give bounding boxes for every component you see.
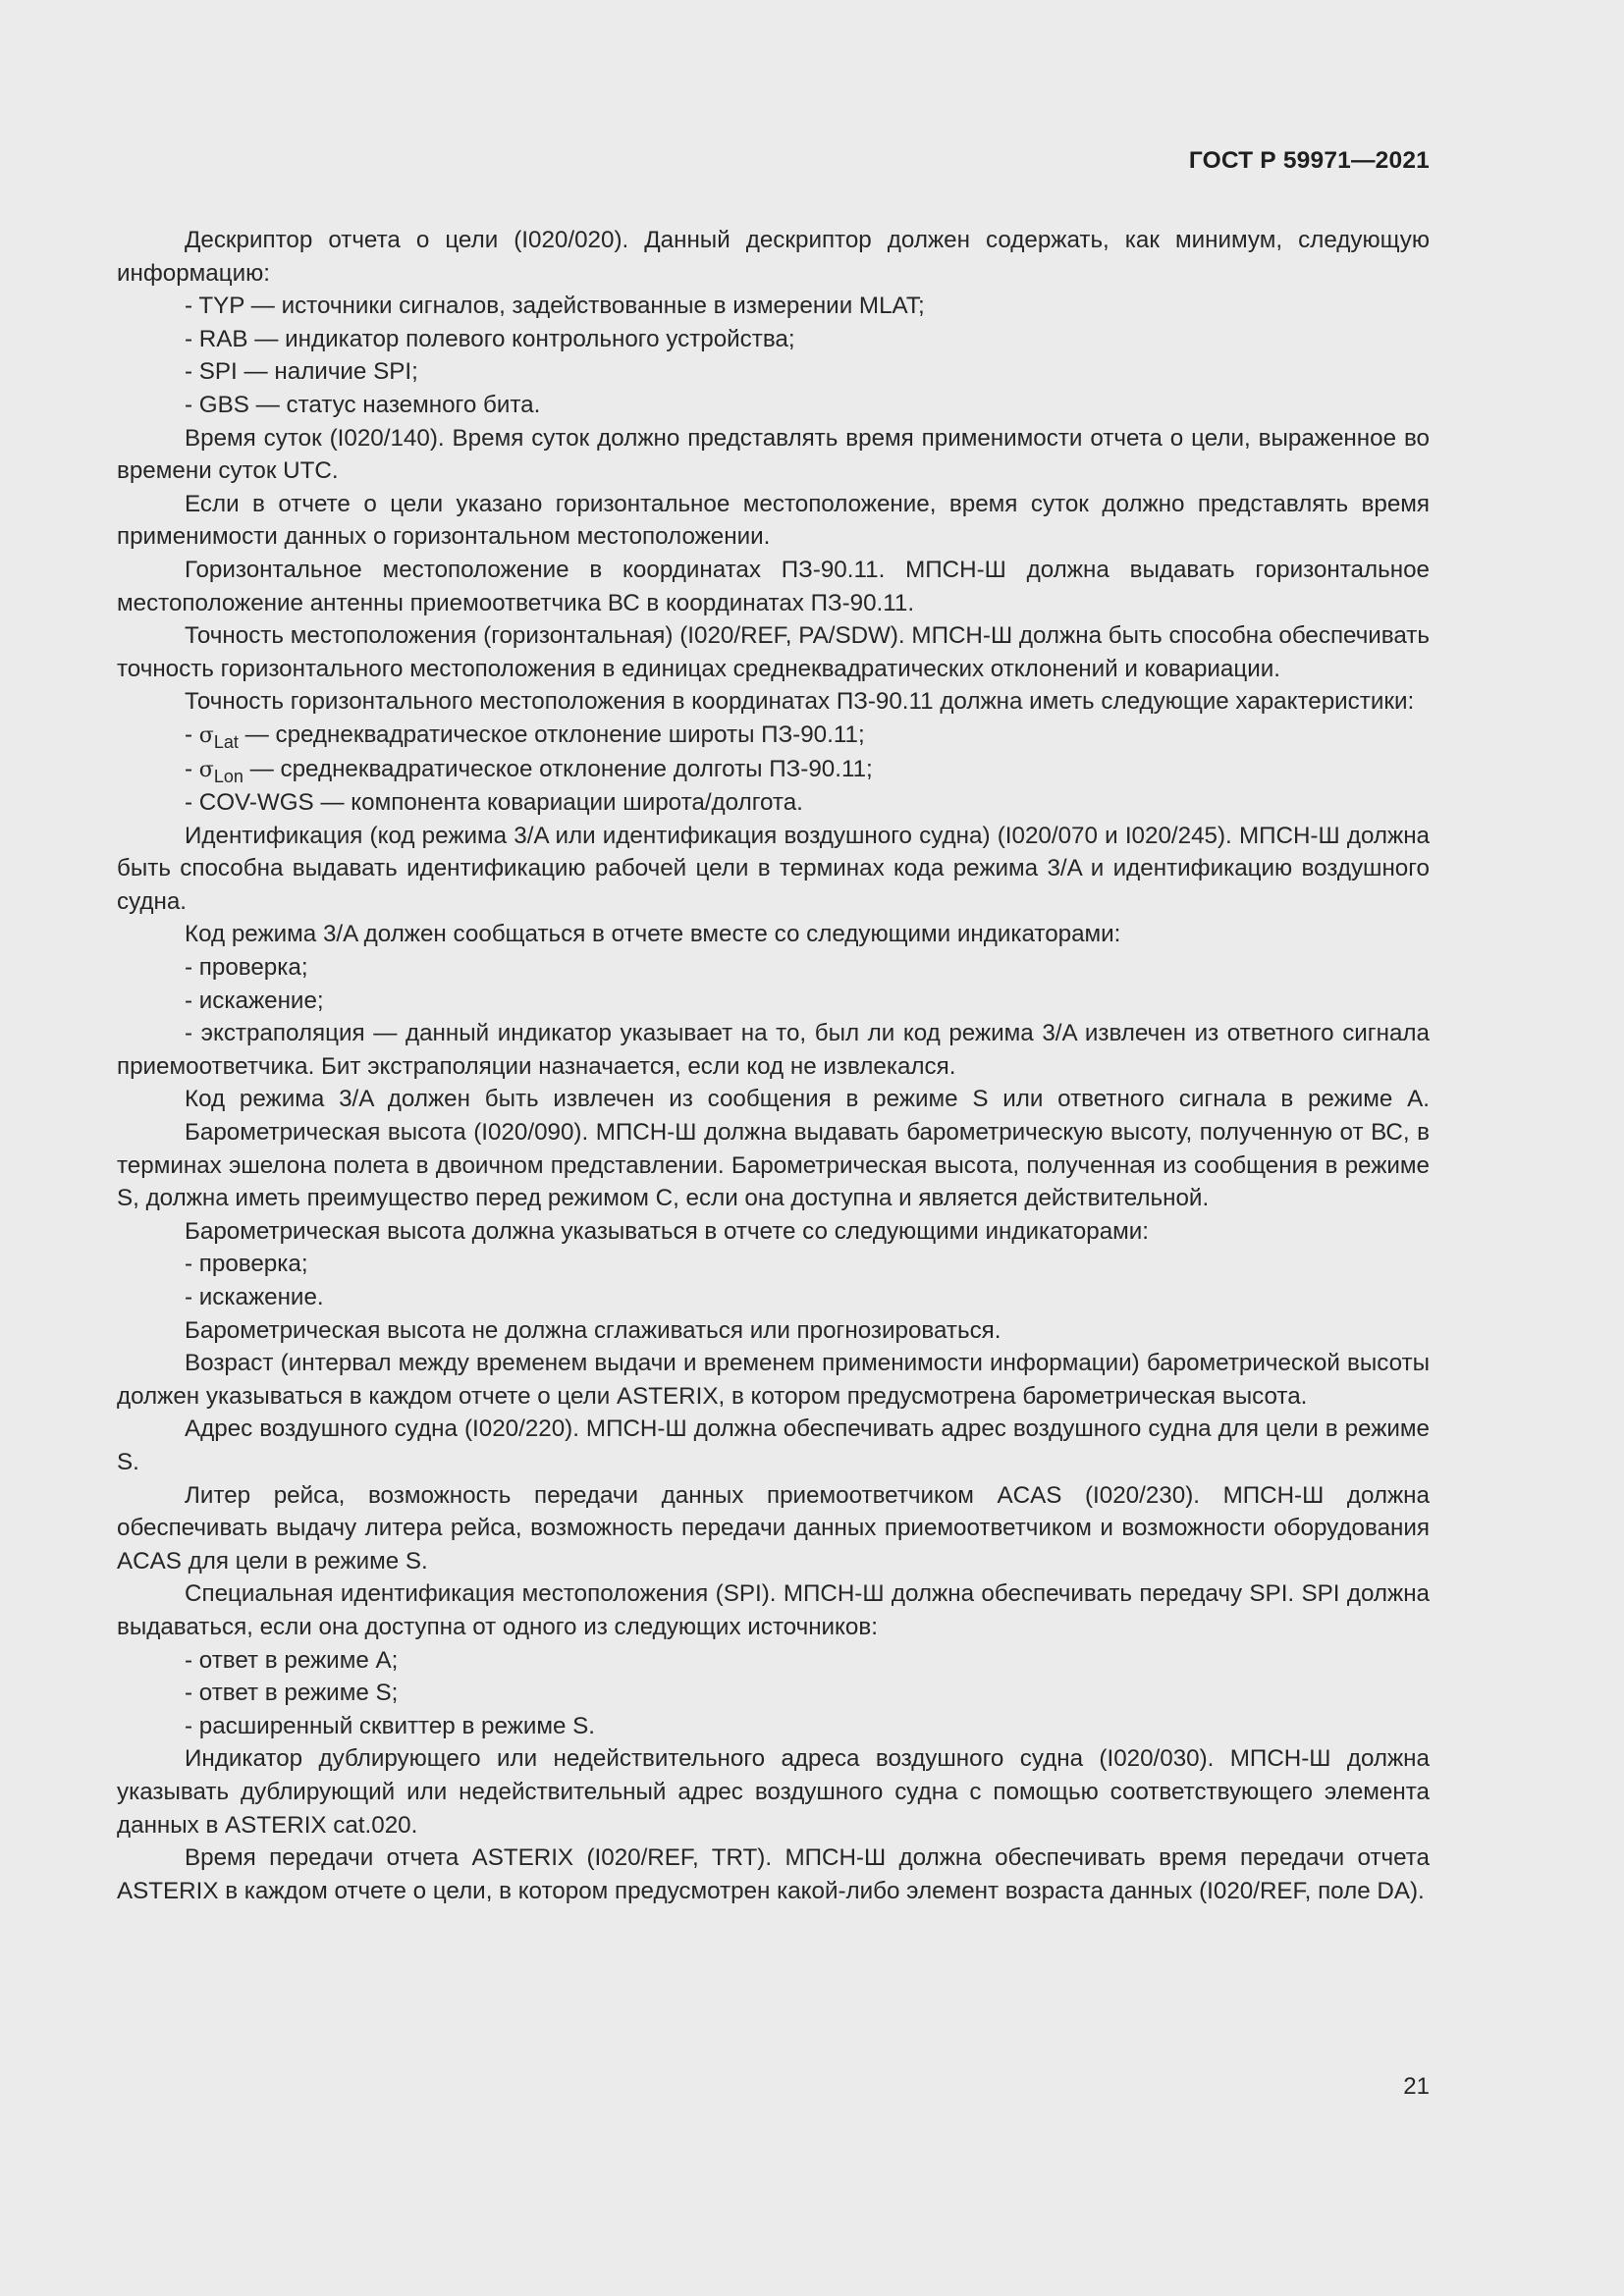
paragraph: Литер рейса, возможность передачи данных приемоответчиком ACAS (I020/230). МПСН-Ш должна обеспечивать выдачу литера рейса, возможность передачи данных приемоответчиком и возможности оборудования ACAS для цели в режиме S. bbox=[117, 1481, 1430, 1575]
list-item-text: — среднеквадратическое отклонение долготы ПЗ-90.11; bbox=[243, 755, 873, 782]
paragraph: Барометрическая высота должна указываться в отчете со следующими индикаторами: bbox=[185, 1217, 1150, 1245]
paragraph: Барометрическая высота (I020/090). МПСН-Ш должна выдавать барометрическую высоту, полученную от ВС, в терминах эшелона полета в двоичном представлении. Барометрическая высота, полученная из сообщения в режиме S, должна иметь преимущество перед режимом C, если она доступна и является действительной. bbox=[117, 1119, 1430, 1212]
list-item-prefix: - bbox=[185, 721, 199, 748]
list-item-sigma-lat bbox=[117, 719, 1430, 753]
document-header: ГОСТ Р 59971—2021 bbox=[1188, 147, 1430, 174]
page-number: 21 bbox=[1403, 2073, 1430, 2100]
paragraph: Специальная идентификация местоположения (SPI). МПСН-Ш должна обеспечивать передачу SPI. SPI должна выдаваться, если она доступна от одного из следующих источников: bbox=[117, 1580, 1430, 1640]
list-item: - SPI — наличие SPI; bbox=[185, 358, 418, 386]
sigma-subscript: Lon bbox=[213, 766, 244, 786]
paragraph: Идентификация (код режима 3/A или идентификация воздушного судна) (I020/070 и I020/245). МПСН-Ш должна быть способна выдавать идентификацию рабочей цели в терминах кода режима 3/A и идентификацию воздушного судна. bbox=[117, 822, 1430, 915]
paragraph: Точность местоположения (горизонтальная) (I020/REF, PA/SDW). МПСН-Ш должна быть способна обеспечивать точность горизонтального местоположения в единицах среднеквадратических отклонений и ковариации. bbox=[117, 622, 1430, 682]
paragraph: Дескриптор отчета о цели (I020/020). Данный дескриптор должен содержать, как минимум, следующую информацию: bbox=[117, 227, 1430, 287]
page-body bbox=[117, 224, 1430, 1907]
paragraph: Время передачи отчета ASTERIX (I020/REF, TRT). МПСН-Ш должна обеспечивать время передачи отчета ASTERIX в каждом отчете о цели, в котором предусмотрен какой-либо элемент возраста данных (I020/REF, поле DA). bbox=[117, 1844, 1430, 1904]
list-item-sigma-lon bbox=[117, 753, 1430, 787]
paragraph: Если в отчете о цели указано горизонтальное местоположение, время суток должно представлять время применимости данных о горизонтальном местоположении. bbox=[117, 490, 1430, 551]
paragraph: Время суток (I020/140). Время суток должно представлять время применимости отчета о цели, выраженное во времени суток UTC. bbox=[117, 424, 1430, 485]
list-item: - TYP — источники сигналов, задействованные в измерении MLAT; bbox=[185, 293, 925, 320]
paragraph: Код режима 3/A должен быть извлечен из сообщения в режиме S или ответного сигнала в режиме A. bbox=[185, 1086, 1430, 1113]
sigma-symbol: σ bbox=[198, 722, 214, 748]
sigma-subscript: Lat bbox=[213, 731, 239, 752]
list-item: - искажение. bbox=[185, 1284, 324, 1310]
paragraph: Барометрическая высота не должна сглаживаться или прогнозироваться. bbox=[185, 1316, 1001, 1344]
list-item: - ответ в режиме A; bbox=[185, 1646, 399, 1674]
list-item: - ответ в режиме S; bbox=[185, 1680, 399, 1707]
paragraph: Индикатор дублирующего или недействительного адреса воздушного судна (I020/030). МПСН-Ш должна указывать дублирующий или недействительный адрес воздушного судна с помощью соответствующего элемента данных в ASTERIX cat.020. bbox=[117, 1745, 1430, 1839]
sigma-symbol: σ bbox=[198, 757, 214, 782]
list-item: - GBS — статус наземного бита. bbox=[185, 391, 541, 418]
list-item: - искажение; bbox=[185, 987, 324, 1014]
list-item: - расширенный сквиттер в режиме S. bbox=[185, 1712, 596, 1739]
list-item-text: — среднеквадратическое отклонение широты ПЗ-90.11; bbox=[238, 721, 865, 748]
list-item-prefix: - bbox=[185, 755, 199, 782]
list-item: - проверка; bbox=[185, 1251, 308, 1278]
list-item: - проверка; bbox=[185, 954, 308, 982]
paragraph: Адрес воздушного судна (I020/220). МПСН-Ш должна обеспечивать адрес воздушного судна для цели в режиме S. bbox=[117, 1415, 1430, 1475]
list-item: - экстраполяция — данный индикатор указывает на то, был ли код режима 3/A извлечен из ответного сигнала приемоответчика. Бит экстраполяции назначается, если код не извлекался. bbox=[117, 1020, 1430, 1080]
list-item: - RAB — индикатор полевого контрольного устройства; bbox=[185, 325, 795, 352]
list-item: - COV-WGS — компонента ковариации широта/долгота. bbox=[185, 789, 803, 817]
paragraph: Горизонтальное местоположение в координатах ПЗ-90.11. МПСН-Ш должна выдавать горизонтальное местоположение антенны приемоответчика ВС в координатах ПЗ-90.11. bbox=[117, 556, 1430, 616]
paragraph: Точность горизонтального местоположения в координатах ПЗ-90.11 должна иметь следующие характеристики: bbox=[185, 688, 1415, 716]
paragraph: Возраст (интервал между временем выдачи и временем применимости информации) барометрической высоты должен указываться в каждом отчете о цели ASTERIX, в котором предусмотрена барометрическая высота. bbox=[117, 1350, 1430, 1410]
paragraph: Код режима 3/A должен сообщаться в отчете вместе со следующими индикаторами: bbox=[185, 921, 1121, 948]
